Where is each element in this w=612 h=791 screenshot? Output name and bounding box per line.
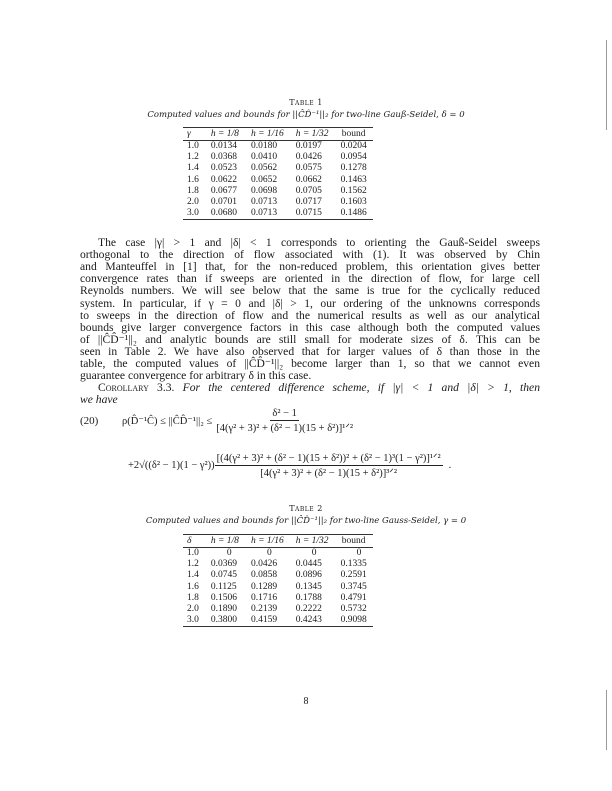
equation-20-line1 [80, 408, 353, 434]
table-cell: 1.4 [187, 570, 199, 581]
scan-edge-line [606, 690, 607, 750]
column-header: bound [335, 128, 373, 141]
column-header: h = 1/16 [245, 535, 290, 548]
table-cell: 2.0 [187, 197, 199, 208]
paragraph-line: The case |γ| > 1 and |δ| < 1 corresponds to orienting the Gauß-Seidel sweeps [98, 236, 540, 249]
equation-sqrt-term: +2√((δ² − 1)(1 − γ²)) [128, 460, 215, 471]
table-cell: 0.0652 [250, 174, 278, 185]
table-row [183, 175, 373, 186]
equation-fraction-2 [215, 452, 443, 479]
table-cell: 3.0 [187, 208, 199, 219]
fraction-denominator: [4(γ² + 3)² + (δ² − 1)(15 + δ²)]¹ᐟ² [216, 423, 354, 434]
table-cell: 0.1289 [250, 581, 278, 592]
table-cell: 0.0622 [210, 174, 237, 185]
table-cell: 1.8 [187, 592, 199, 603]
page-number: 8 [303, 696, 309, 707]
table-row [183, 152, 373, 163]
table-cell: 0.0713 [250, 208, 278, 219]
table-cell: 0.0426 [295, 152, 322, 163]
paragraph-line: system. In particular, if γ = 0 and |δ| > 1, our ordering of the unknowns corresponds [80, 296, 540, 310]
paragraph-line: table, the computed values of ||ĈD̂⁻¹||₂ become larger than 1, so that we cannot even [80, 357, 540, 370]
table-row [183, 582, 373, 593]
equation-20-line2 [128, 452, 451, 479]
table-cell: 0.0410 [250, 152, 278, 163]
table-cell: 0.4159 [250, 615, 278, 626]
table-cell: 0 [266, 548, 272, 559]
table-cell: 0.0445 [295, 559, 322, 570]
fraction-numerator: δ² − 1 [272, 408, 297, 419]
corollary-line [98, 382, 540, 394]
table-cell: 3.0 [187, 615, 199, 626]
table-cell: 0.0197 [295, 141, 322, 152]
table-row [183, 593, 373, 604]
column-header: δ [183, 535, 205, 548]
paragraph-line: to sweeps in the direction of flow and the numerical results as well as our analytical [80, 308, 540, 322]
column-header: h = 1/32 [290, 128, 335, 141]
table-cell: 0.0204 [340, 141, 367, 152]
table-cell: 0.0715 [295, 208, 322, 219]
table-cell: 0.1716 [250, 592, 278, 603]
table-cell: 2.0 [187, 604, 199, 615]
paragraph-line: of ||ĈD̂⁻¹||₂ and analytic bounds are still small for moderate sizes of δ. This can be [80, 332, 540, 346]
paragraph-line: Reynolds numbers. We will see below that the same is true for the cyclically reduced [80, 284, 540, 298]
table-cell: 0 [226, 548, 232, 559]
table-cell: 0.3745 [340, 581, 367, 592]
table2-title: Table 2 [289, 504, 323, 513]
table-cell: 0.1345 [295, 581, 322, 592]
column-header: γ [183, 128, 205, 141]
table-cell: 1.4 [187, 163, 199, 174]
table-cell: 1.6 [187, 174, 199, 185]
table-cell: 0.1335 [340, 559, 367, 570]
column-header: h = 1/32 [290, 535, 335, 548]
table-cell: 1.6 [187, 581, 199, 592]
paragraph-line: bounds give larger convergence factors in this case although both the computed values [80, 320, 540, 334]
equation-period: . [448, 460, 452, 471]
corollary-text2: we have [80, 393, 118, 406]
paragraph-line: seen in Table 2. We have also observed that for larger values of δ than those in the [80, 344, 540, 358]
table-cell: 0.0662 [295, 174, 322, 185]
table-cell: 0.0713 [250, 197, 278, 208]
table-cell: 0.0575 [295, 163, 322, 174]
table-cell: 0.0705 [295, 185, 322, 196]
table-cell: 0.0954 [340, 152, 367, 163]
equation-lhs: ρ(D̂⁻¹Ĉ) ≤ ||ĈD̂⁻¹||₂ ≤ [122, 416, 213, 427]
table-cell: 0.0368 [210, 152, 237, 163]
table-cell: 0.1890 [210, 604, 237, 615]
table1-caption: Computed values and bounds for ||ĈD̂⁻¹||₂ for two-line Gauß-Seidel, δ = 0 [147, 110, 465, 120]
table1 [183, 127, 373, 220]
equation-number: (20) [80, 415, 99, 427]
table-cell: 0 [356, 548, 362, 559]
table-cell: 1.0 [187, 141, 199, 152]
table-cell: 0.0134 [210, 141, 237, 152]
column-header: h = 1/8 [205, 128, 245, 141]
table1-title: Table 1 [289, 98, 323, 107]
table2-caption: Computed values and bounds for ||ĈD̂⁻¹||₂ for two-line Gauss-Seidel, γ = 0 [145, 516, 467, 526]
table-cell: 0.1463 [340, 174, 367, 185]
table-cell: 0.0858 [250, 570, 278, 581]
paragraph-line: convergence rates than if sweeps are oriented in the direction of flow, for large cell [80, 272, 540, 286]
table-cell: 0.1125 [210, 581, 237, 592]
table-cell: 0.4243 [295, 615, 322, 626]
corollary-label: Corollary 3.3. [98, 381, 175, 394]
table-cell: 1.0 [187, 548, 199, 559]
table-cell: 0.1278 [340, 163, 367, 174]
table-cell: 0.2591 [340, 570, 367, 581]
table-cell: 0.1788 [295, 592, 322, 603]
column-header: bound [335, 535, 373, 548]
table-cell: 0.1506 [210, 592, 237, 603]
paragraph-line: and Manteuffel in [1] that, for the non-reduced problem, this orientation gives better [80, 260, 540, 274]
column-header: h = 1/16 [245, 128, 290, 141]
table-row [183, 197, 373, 208]
column-header: h = 1/8 [205, 535, 245, 548]
fraction-numerator: [(4(γ² + 3)² + (δ² − 1)(15 + δ²))² + (δ² − 1)³(1 − γ²)]¹ᐟ² [216, 453, 441, 464]
table-cell: 0.5732 [340, 604, 367, 615]
table-cell: 0 [311, 548, 317, 559]
table-cell: 0.0698 [250, 185, 278, 196]
table-cell: 0.0701 [210, 197, 237, 208]
corollary-text: For the centered difference scheme, if |γ| < 1 and |δ| > 1, then [182, 381, 540, 394]
fraction-denominator: [4(γ² + 3)² + (δ² − 1)(15 + δ²)]³ᐟ² [260, 468, 397, 479]
scan-edge-line [606, 40, 607, 130]
table-row [183, 141, 373, 153]
table-row [183, 208, 373, 220]
paragraph-line: orthogonal to the direction of flow associated with (1). It was observed by Chin [80, 248, 540, 262]
table-cell: 0.1486 [340, 208, 367, 219]
table-cell: 0.0680 [210, 208, 237, 219]
table-header-row [183, 128, 373, 141]
table-header-row [183, 535, 373, 548]
table-cell: 1.8 [187, 185, 199, 196]
table-row [183, 559, 373, 570]
table-cell: 0.4791 [340, 592, 367, 603]
table-row [183, 615, 373, 627]
table-cell: 0.2222 [295, 604, 322, 615]
table-cell: 0.0426 [250, 559, 278, 570]
paragraph-line: guarantee convergence for arbitrary δ in this case. [80, 369, 312, 383]
table-cell: 1.2 [187, 559, 199, 570]
table-row [183, 604, 373, 615]
table2 [183, 534, 373, 627]
table-row [183, 186, 373, 197]
table-cell: 0.1603 [340, 197, 367, 208]
table-cell: 1.2 [187, 152, 199, 163]
table-cell: 0.3800 [210, 615, 237, 626]
table-cell: 0.0896 [295, 570, 322, 581]
table-cell: 0.2139 [250, 604, 278, 615]
table-cell: 0.0717 [295, 197, 322, 208]
table-row [183, 163, 373, 174]
table-cell: 0.0562 [250, 163, 278, 174]
table-cell: 0.0677 [210, 185, 237, 196]
equation-fraction-1 [216, 408, 353, 434]
table-cell: 0.0369 [210, 559, 237, 570]
table-row [183, 570, 373, 581]
table-cell: 0.0180 [250, 141, 278, 152]
table-cell: 0.0523 [210, 163, 237, 174]
table-row [183, 548, 373, 560]
table-cell: 0.1562 [340, 185, 367, 196]
table-cell: 0.0745 [210, 570, 237, 581]
table-cell: 0.9098 [340, 615, 367, 626]
